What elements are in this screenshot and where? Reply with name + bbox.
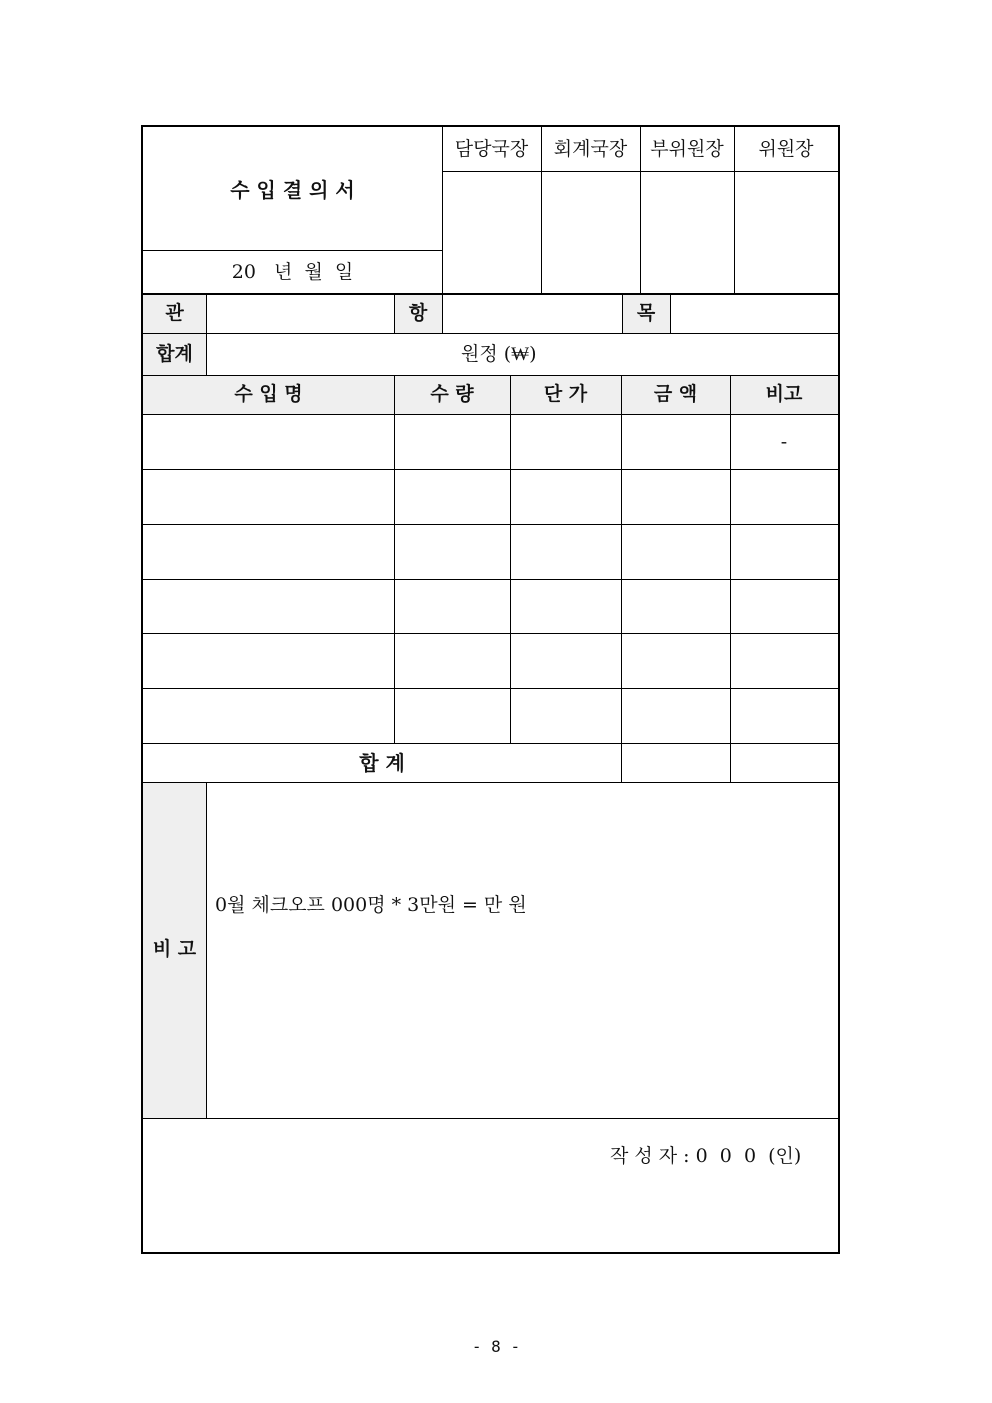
total-label: 합계	[156, 343, 193, 365]
form-title: 수 입 결 의 서	[230, 178, 355, 202]
page-number: - 8 -	[471, 1337, 521, 1356]
hang-label: 항	[408, 302, 428, 324]
remarks-label: 비 고	[152, 938, 197, 960]
signature-box-vice-chair[interactable]	[641, 172, 733, 293]
col-header-unit-price: 단 가	[543, 383, 588, 405]
col-header-note: 비고	[765, 383, 803, 405]
mok-label: 목	[636, 302, 656, 324]
total-amount-field[interactable]: 원정 (₩)	[461, 343, 537, 365]
signature-box-director[interactable]	[443, 172, 540, 293]
mok-field[interactable]	[671, 295, 838, 333]
approval-head-chair: 위원장	[758, 138, 814, 160]
signature-box-chair[interactable]	[735, 172, 838, 293]
remarks-text[interactable]: 0월 체크오프 000명 * 3만원 = 만 원	[215, 894, 527, 916]
sum-label: 합 계	[359, 751, 405, 775]
col-header-item: 수 입 명	[234, 383, 303, 405]
hang-field[interactable]	[443, 295, 622, 333]
approval-head-accounting: 회계국장	[553, 138, 628, 160]
col-header-amount: 금 액	[653, 383, 698, 405]
revenue-resolution-form	[141, 125, 840, 1254]
approval-head-director: 담당국장	[454, 138, 529, 160]
author-line: 작 성 자 : 0 0 0 (인)	[610, 1145, 802, 1167]
gwan-field[interactable]	[207, 295, 394, 333]
signature-box-accounting[interactable]	[542, 172, 639, 293]
table-row-note[interactable]: -	[780, 431, 788, 453]
gwan-label: 관	[165, 302, 184, 324]
approval-head-vice-chair: 부위원장	[650, 138, 724, 160]
sum-note-field[interactable]	[731, 744, 838, 782]
date-line: 20 년 월 일	[231, 261, 354, 283]
sum-amount-field[interactable]	[622, 744, 730, 782]
col-header-quantity: 수 량	[430, 383, 474, 405]
